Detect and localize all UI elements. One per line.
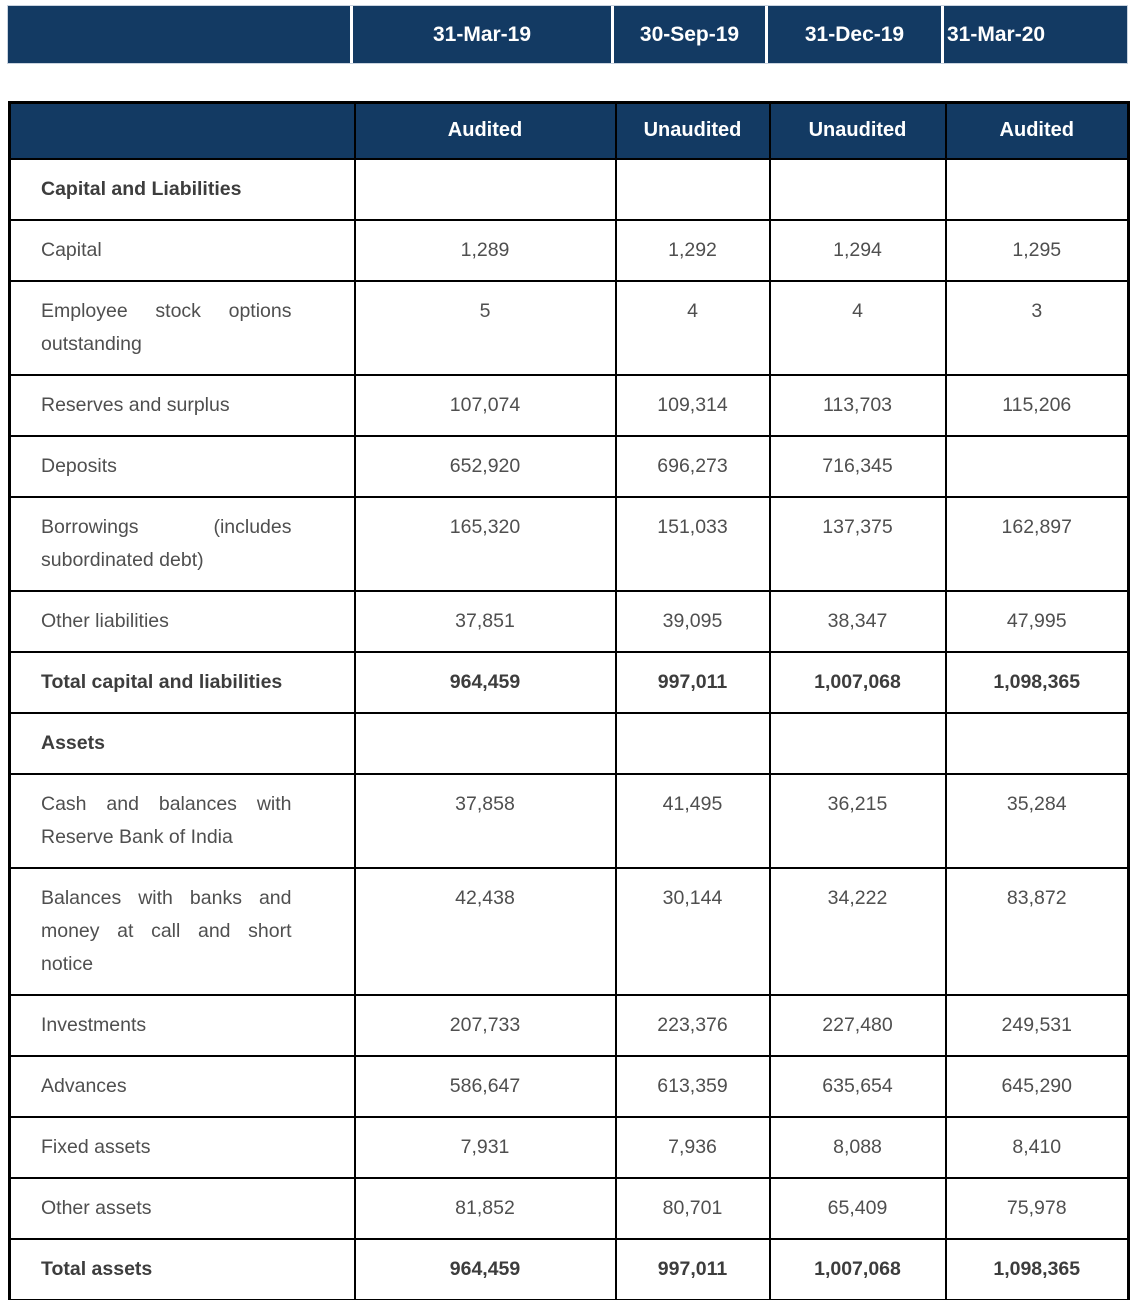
cell-value: 1,289 <box>355 220 616 281</box>
cell-value: 65,409 <box>770 1178 946 1239</box>
cell-value: 586,647 <box>355 1056 616 1117</box>
cell-value: 38,347 <box>770 591 946 652</box>
cell-value: 1,007,068 <box>770 1239 946 1300</box>
cell-value <box>946 159 1129 220</box>
row-label: Total capital and liabilities <box>10 652 355 713</box>
cell-value: 75,978 <box>946 1178 1129 1239</box>
cell-value: 151,033 <box>616 497 770 591</box>
row-label: Other liabilities <box>10 591 355 652</box>
cell-value: 1,295 <box>946 220 1129 281</box>
audit-status-col-2: Unaudited <box>616 103 770 159</box>
cell-value: 613,359 <box>616 1056 770 1117</box>
cell-value <box>616 713 770 774</box>
cell-value: 696,273 <box>616 436 770 497</box>
cell-value: 997,011 <box>616 1239 770 1300</box>
cell-value: 1,007,068 <box>770 652 946 713</box>
cell-value: 716,345 <box>770 436 946 497</box>
cell-value: 5 <box>355 281 616 375</box>
cell-value: 109,314 <box>616 375 770 436</box>
cell-value: 47,995 <box>946 591 1129 652</box>
table-row <box>10 1117 1129 1178</box>
cell-value: 8,088 <box>770 1117 946 1178</box>
audit-status-col-1: Audited <box>355 103 616 159</box>
cell-value: 7,936 <box>616 1117 770 1178</box>
cell-value: 4 <box>616 281 770 375</box>
cell-value: 1,294 <box>770 220 946 281</box>
row-label: Employee stock options outstanding <box>10 281 355 375</box>
table-body <box>10 159 1129 1300</box>
row-label: Advances <box>10 1056 355 1117</box>
row-label: Assets <box>10 713 355 774</box>
cell-value <box>355 713 616 774</box>
row-label: Capital and Liabilities <box>10 159 355 220</box>
cell-value: 1,292 <box>616 220 770 281</box>
cell-value: 83,872 <box>946 868 1129 995</box>
row-label: Deposits <box>10 436 355 497</box>
cell-value: 652,920 <box>355 436 616 497</box>
table-row <box>10 375 1129 436</box>
cell-value: 1,098,365 <box>946 1239 1129 1300</box>
audit-status-col-4: Audited <box>946 103 1129 159</box>
table-row <box>10 713 1129 774</box>
table-row <box>10 1178 1129 1239</box>
row-label: Other assets <box>10 1178 355 1239</box>
cell-value: 107,074 <box>355 375 616 436</box>
cell-value <box>355 159 616 220</box>
cell-value: 36,215 <box>770 774 946 868</box>
cell-value: 37,858 <box>355 774 616 868</box>
table-row <box>10 159 1129 220</box>
row-label: Capital <box>10 220 355 281</box>
table-row <box>10 774 1129 868</box>
table-row <box>10 497 1129 591</box>
table-row <box>10 1239 1129 1300</box>
cell-value: 34,222 <box>770 868 946 995</box>
cell-value: 4 <box>770 281 946 375</box>
cell-value: 635,654 <box>770 1056 946 1117</box>
date-header-30-sep-19: 30-Sep-19 <box>614 6 768 63</box>
cell-value: 7,931 <box>355 1117 616 1178</box>
table-row <box>10 868 1129 995</box>
cell-value: 997,011 <box>616 652 770 713</box>
cell-value: 964,459 <box>355 652 616 713</box>
cell-value: 81,852 <box>355 1178 616 1239</box>
audit-status-header-row <box>10 103 1129 159</box>
row-label: Investments <box>10 995 355 1056</box>
cell-value <box>946 436 1129 497</box>
cell-value: 39,095 <box>616 591 770 652</box>
date-header-31-dec-19: 31-Dec-19 <box>768 6 944 63</box>
financial-table <box>8 101 1130 1300</box>
cell-value: 37,851 <box>355 591 616 652</box>
row-label: Fixed assets <box>10 1117 355 1178</box>
date-header-31-mar-19: 31-Mar-19 <box>353 6 614 63</box>
date-header-band <box>8 6 1127 63</box>
cell-value: 223,376 <box>616 995 770 1056</box>
cell-value: 30,144 <box>616 868 770 995</box>
cell-value: 3 <box>946 281 1129 375</box>
cell-value: 42,438 <box>355 868 616 995</box>
table-row <box>10 436 1129 497</box>
date-header-spacer <box>8 6 353 63</box>
audit-header-spacer <box>10 103 355 159</box>
row-label: Borrowings (includes subordinated debt) <box>10 497 355 591</box>
table-row <box>10 220 1129 281</box>
cell-value: 964,459 <box>355 1239 616 1300</box>
cell-value: 165,320 <box>355 497 616 591</box>
cell-value: 115,206 <box>946 375 1129 436</box>
row-label: Balances with banks and money at call and short notice <box>10 868 355 995</box>
cell-value: 113,703 <box>770 375 946 436</box>
cell-value <box>946 713 1129 774</box>
table-row <box>10 652 1129 713</box>
cell-value <box>616 159 770 220</box>
audit-status-col-3: Unaudited <box>770 103 946 159</box>
row-label: Total assets <box>10 1239 355 1300</box>
table-row <box>10 995 1129 1056</box>
cell-value: 227,480 <box>770 995 946 1056</box>
cell-value: 41,495 <box>616 774 770 868</box>
table-row <box>10 591 1129 652</box>
date-header-31-mar-20: 31-Mar-20 <box>947 22 1046 46</box>
table-row <box>10 1056 1129 1117</box>
cell-value: 207,733 <box>355 995 616 1056</box>
cell-value: 35,284 <box>946 774 1129 868</box>
cell-value: 1,098,365 <box>946 652 1129 713</box>
table-row <box>10 281 1129 375</box>
cell-value: 137,375 <box>770 497 946 591</box>
cell-value: 8,410 <box>946 1117 1129 1178</box>
cell-value: 80,701 <box>616 1178 770 1239</box>
row-label: Reserves and surplus <box>10 375 355 436</box>
cell-value: 645,290 <box>946 1056 1129 1117</box>
cell-value <box>770 159 946 220</box>
cell-value <box>770 713 946 774</box>
cell-value: 162,897 <box>946 497 1129 591</box>
row-label: Cash and balances with Reserve Bank of India <box>10 774 355 868</box>
cell-value: 249,531 <box>946 995 1129 1056</box>
